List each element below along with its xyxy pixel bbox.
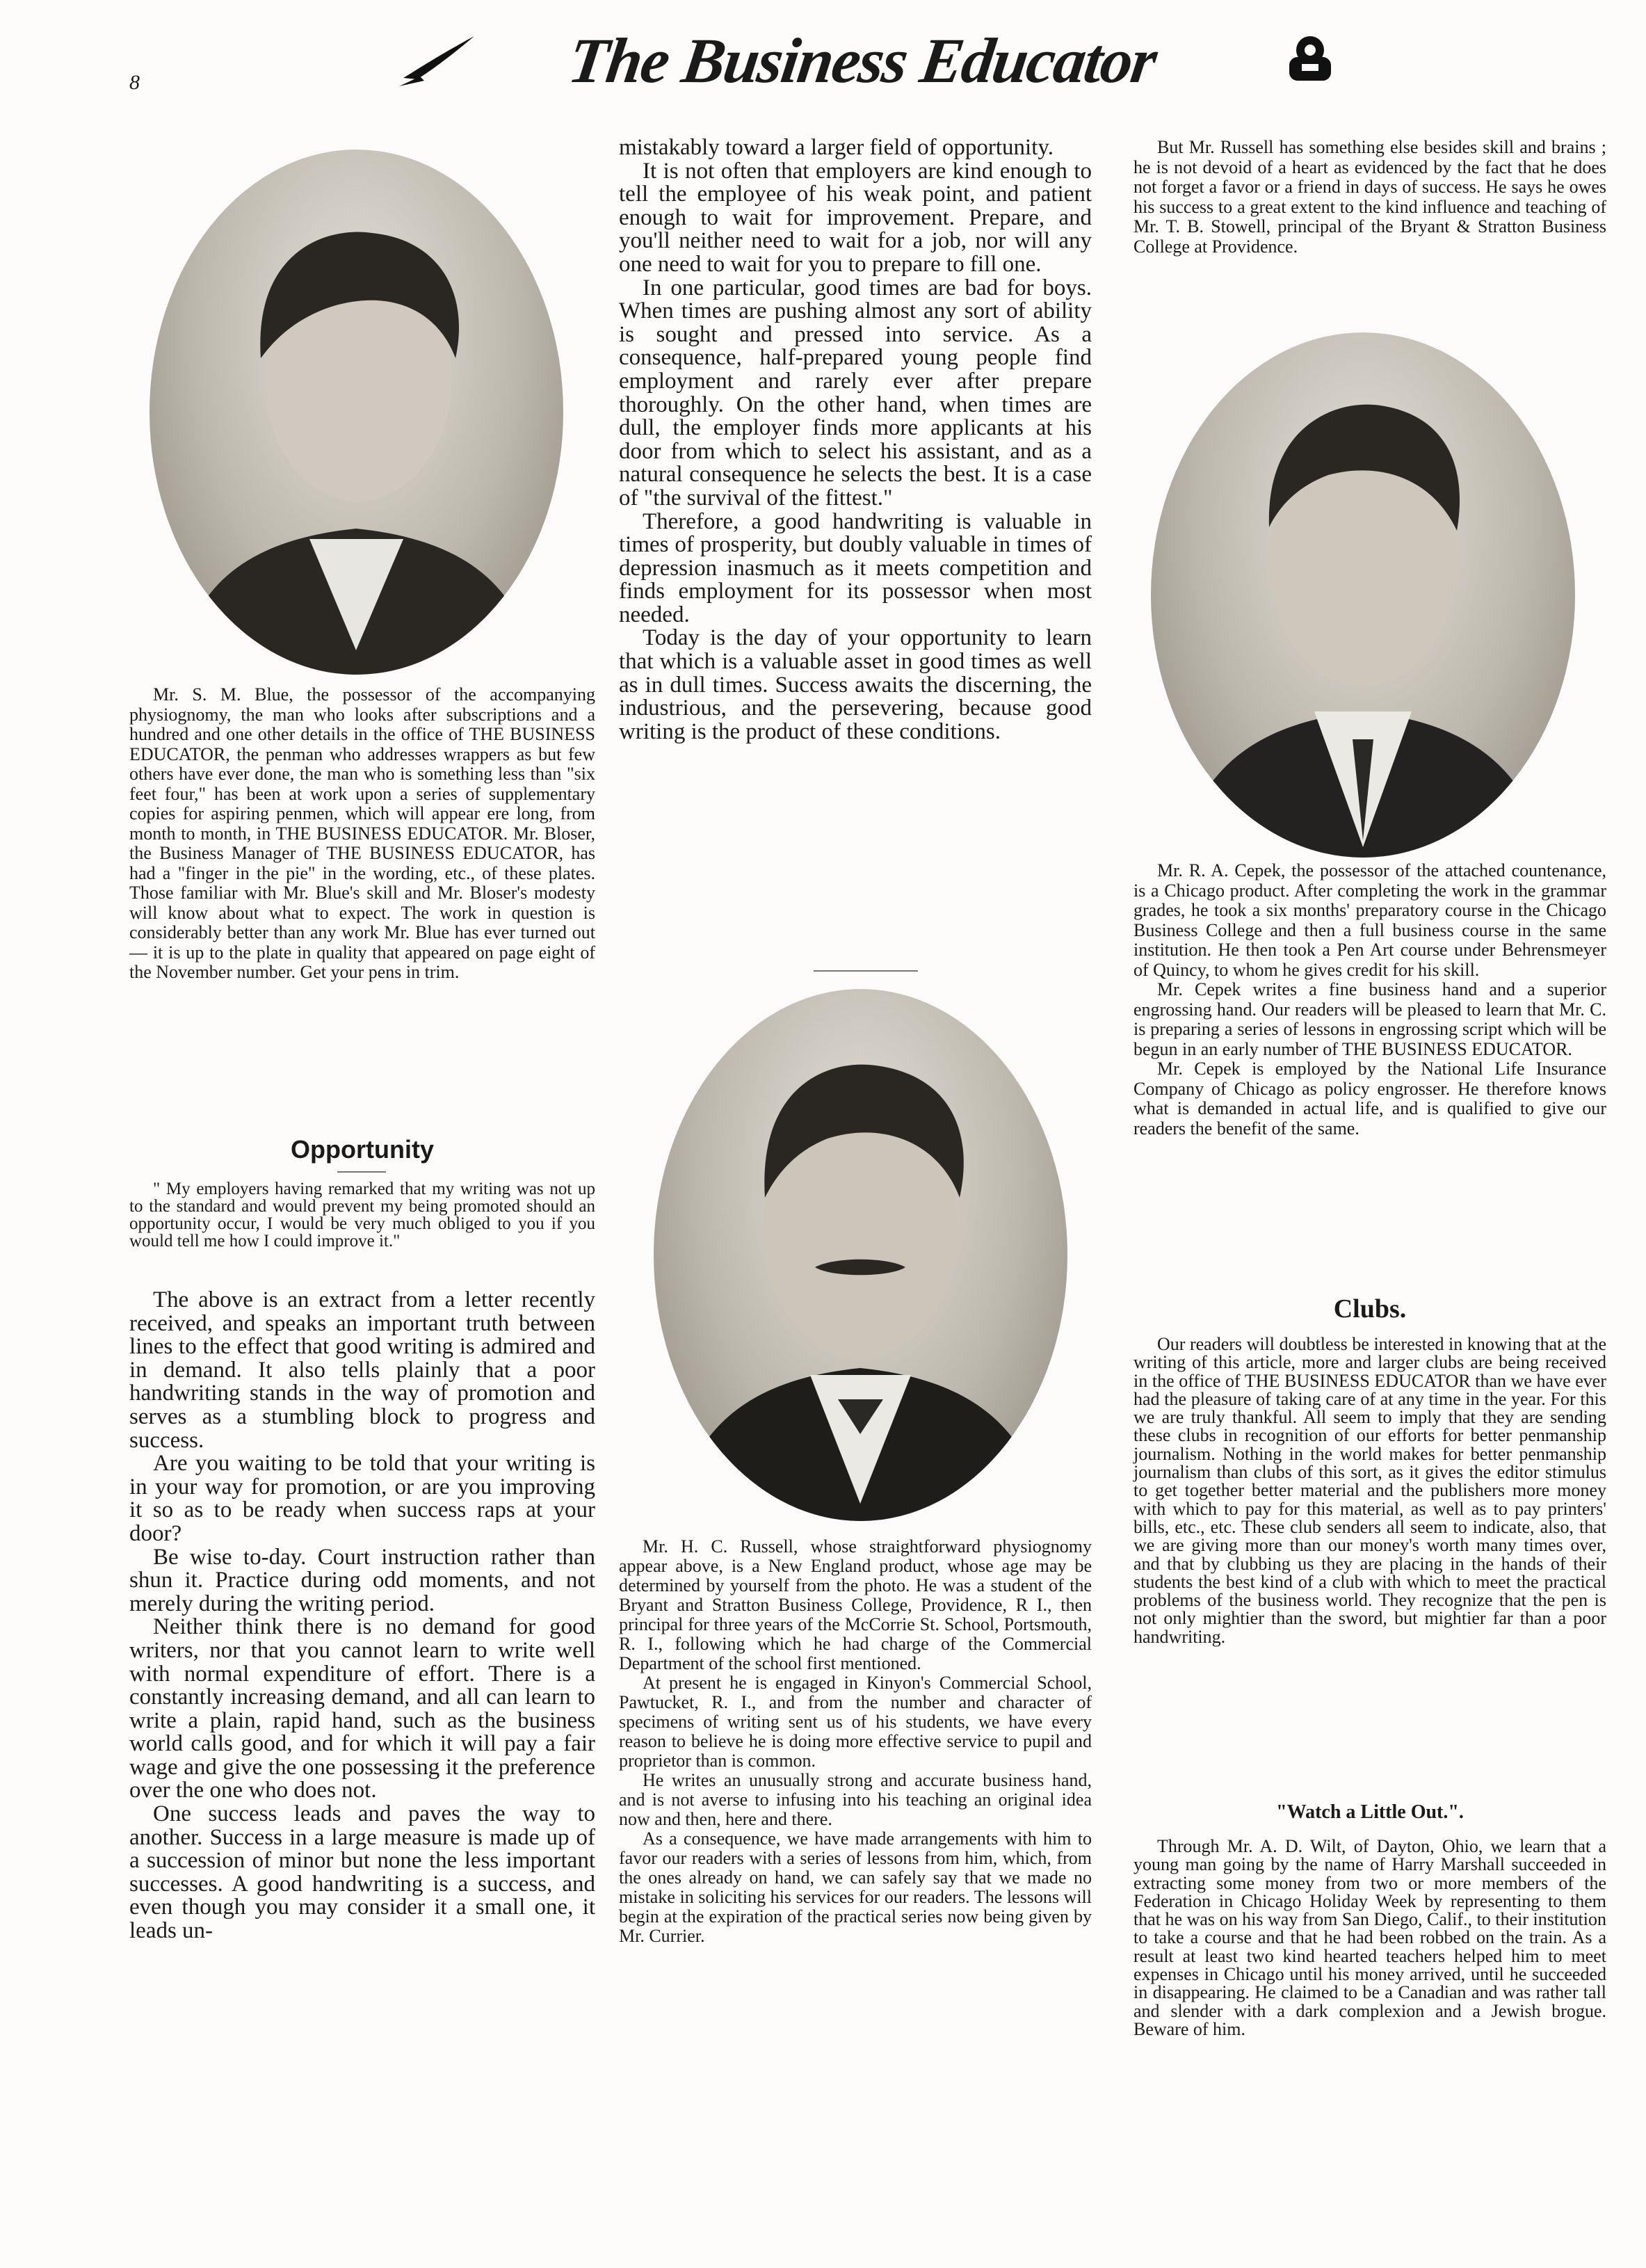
caption-s-m-blue: Mr. S. M. Blue, the possessor of the accompanying physiognomy, the man who looks after subscriptions and a hundred and one other details in the office of THE BUSINESS EDUCATOR, the penman who addresses wrappers as but few others have ever done, the man who is something less than "six feet four," has been at work upon a series of supplementary copies for aspiring penmen, which will appear ere long, from month to month, in THE BUSINESS EDUCATOR. Mr. Bloser, the Business Manager of THE BUSINESS EDUCATOR, has had a "finger in the pie" in the wording, etc., of these plates. Those familiar with Mr. Blue's skill and Mr. Bloser's modesty will know about what to expect. The work in question is considerably better than any work Mr. Blue has ever turned out — it is up to the plate in quality that appeared on page eight of the November number. Get your pens in trim. [129,684,595,982]
paragraph: Today is the day of your opportunity to learn that which is a valuable asset in good times as well as in dull times. Success awaits the discerning, the industrious, and the persevering, because good writing is the product of these conditions. [619,625,1092,744]
portrait-h-c-russell [654,989,1067,1521]
masthead-title: The Business Educator [564,25,1161,96]
heading-watch-out-text: "Watch a Little Out.". [1276,1801,1464,1823]
heading-opportunity-text: Opportunity [291,1135,434,1164]
paragraph-russell-heart: But Mr. Russell has something else besides skill and brains ; he is not devoid of a heart as evidenced by the fact that he does not forget a favor or a friend in days of success. He says he owes his success to a great extent to the kind influence and teaching of Mr. T. B. Stowell, principal of the Bryant & Stratton Business College at Providence. [1133,137,1606,257]
heading-watch-out [1133,1801,1606,1824]
paragraph: Therefore, a good handwriting is valuable in times of prosperity, but doubly valuable in times of depression inasmuch as it meets competition and finds employment for its possessor when most needed. [619,508,1092,627]
paragraph: mistakably toward a larger field of opportunity. [619,135,1054,160]
quill-icon [396,28,480,90]
heading-opportunity [129,1135,595,1164]
portrait-s-m-blue [150,150,563,675]
caption-paragraph: He writes an unusually strong and accurate business hand, and is not averse to infusing into his teaching an original idea now and then, here and there. [619,1770,1092,1829]
paragraph: One success leads and paves the way to another. Success in a large measure is made up of a succession of minor but none the less important successes. A good handwriting is a success, and even though you may consider it a small one, it leads un- [129,1801,595,1944]
paragraph: It is not often that employers are kind enough to tell the employee of his weak point, and patient enough to wait for improvement. Prepare, and you'll neither need to wait for a job, nor will any one need to wait for you to prepare to fill one. [619,158,1092,277]
portrait-r-a-cepek [1151,332,1575,858]
page-number: 8 [129,71,140,94]
caption-paragraph: Mr. R. A. Cepek, the possessor of the attached countenance, is a Chicago product. After completing the work in the grammar grades, he took a six months' preparatory course in the Chicago Business College and then a full business course in the same institution. He then took a Pen Art course under Behrensmeyer of Quincy, to whom he gives credit for his skill. [1133,860,1606,980]
paragraph: Are you waiting to be told that your writing is in your way for promotion, or are you improving it so as to be ready when success raps at your door? [129,1451,595,1546]
divider [337,1171,386,1173]
quote-extract: " My employers having remarked that my writing was not up to the standard and would prevent my being promoted should an opportunity occur, I would be very much obliged to you if you would tell me how I could improve it." [129,1180,595,1250]
caption-paragraph: As a consequence, we have made arrangements with him to favor our readers with a series of lessons from him, which, from the ones already on hand, we can safely say that we made no mistake in soliciting his services for our readers. The lessons will begin at the expiration of the practical series now being given by Mr. Currier. [619,1828,1092,1946]
opportunity-body [129,1289,595,1943]
caption-paragraph: Mr. H. C. Russell, whose straightforward physiognomy appear above, is a New England product, whose age may be determined by yourself from the photo. He was a student of the Bryant and Stratton Business College, Providence, R I., then principal for three years of the McCorrie St. School, Portsmouth, R. I., following which he had charge of the Commercial Department of the school first mentioned. [619,1536,1092,1673]
caption-r-a-cepek [1133,861,1606,1139]
caption-paragraph: At present he is engaged in Kinyon's Commercial School, Pawtucket, R. I., and from the number and character of specimens of writing sent us of his students, we have every reason to believe he is doing more effective service to pupil and proprietor than is common. [619,1673,1092,1771]
paragraph: Be wise to-day. Court instruction rather than shun it. Practice during odd moments, and not merely during the writing period. [129,1544,595,1616]
paragraph-watch-out: Through Mr. A. D. Wilt, of Dayton, Ohio, we learn that a young man going by the name of Harry Marshall succeeded in extracting some money from two or more members of the Federation in Chicago Holiday Week by representing to them that he was on his way from San Diego, Calif., to their institution to take a course and that he had been robbed on the train. As a result at least two kind hearted teachers helped him to meet expenses in Chicago until his money arrived, until he succeeded in disappearing. He claimed to be a Canadian and was rather tall and slender with a dark complexion and a Jewish brogue. Beware of him. [1133,1836,1606,2039]
heading-clubs [1133,1294,1606,1324]
caption-paragraph: Mr. Cepek is employed by the National Life Insurance Company of Chicago as policy engrosser. He therefore knows what is demanded in actual life, and is qualified to give our readers the benefit of the same. [1133,1059,1606,1139]
paragraph-clubs: Our readers will doubtless be interested in knowing that at the writing of this article, more and larger clubs are being received in the office of THE BUSINESS EDUCATOR than we have ever had the pleasure of taking care of at any time in the year. For this we are truly thankful. All seem to imply that they are sending these clubs in recognition of our efforts for better penmanship journalism. Nothing in the world makes for better penmanship journalism than clubs of this sort, as it gives the editor stimulus to get together better material and the publishers more money with which to pay for this material, as well as to pay printers' bills, etc., etc. These club senders all seem to indicate, also, that we are giving more than our money's worth many times over, and that by clubbing us they are placing in the hands of their students the best kind of a club with which to meet the practical problems of the business world. They recognize that the pen is not only mightier than the sword, but mightier far than a poor handwriting. [1133,1334,1606,1647]
opportunity-body-continued [619,136,1092,743]
paragraph: Neither think there is no demand for good writers, nor that you cannot learn to write well with normal expenditure of effort. There is a constantly increasing demand, and all can learn to write a plain, rapid hand, such as the business world calls good, and for which it will pay a fair wage and give the one possessing it the preference over the one who does not. [129,1614,595,1803]
caption-h-c-russell [619,1537,1092,1946]
caption-paragraph: Mr. Cepek writes a fine business hand and a superior engrossing hand. Our readers will be pleased to learn that Mr. C. is preparing a series of lessons in engrossing script which will be begun in an early number of THE BUSINESS EDUCATOR. [1133,979,1606,1059]
emblem-icon [1281,31,1339,89]
paragraph: In one particular, good times are bad for boys. When times are pushing almost any sort of ability is sought and pressed into service. As a consequence, half-prepared young people find employment and rarely ever after prepare thoroughly. On the other hand, when times are dull, the employer finds more applicants at his door from which to select his assistant, and as a natural consequence he selects the best. It is a case of "the survival of the fittest." [619,275,1092,510]
paragraph: The above is an extract from a letter recently received, and speaks an important truth between lines to the effect that good writing is admired and in demand. It also tells plainly that a poor handwriting stands in the way of promotion and serves as a stumbling block to progress and success. [129,1287,595,1453]
heading-clubs-text: Clubs. [1333,1294,1407,1324]
divider [814,970,918,972]
